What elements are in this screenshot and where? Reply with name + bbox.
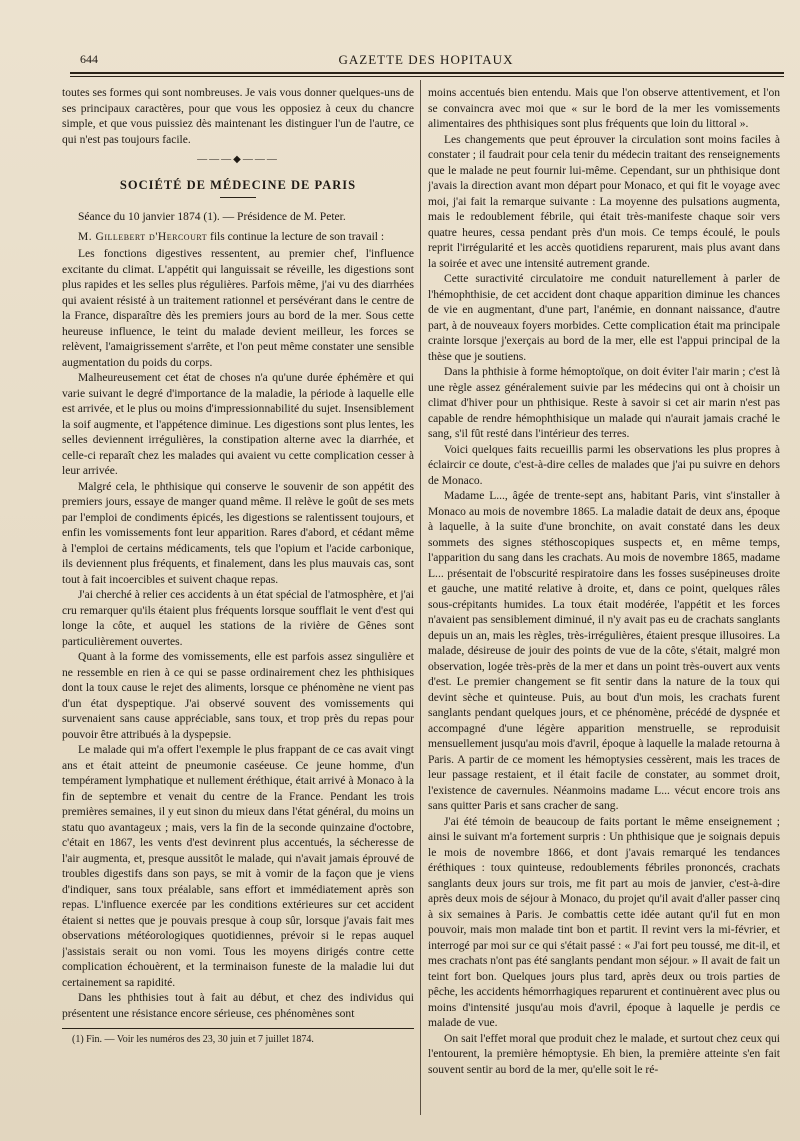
speaker-line (62, 230, 414, 246)
section-title: SOCIÉTÉ DE MÉDECINE DE PARIS (119, 177, 357, 192)
paragraph: Madame L..., âgée de trente-sept ans, habitant Paris, vint s'installer à Monaco au mois de novembre 1865. La maladie datait de deux ans, époque à laquelle, à la suite d'une bronchite, on avait constaté dans les deux sommets des signes stéthoscopiques suspects et, en même temps, l'apparition du sang dans les crachats. Au mois de novembre 1865, madame L... présentait de l'obscurité respiratoire dans les fosses susépineuses droite et gauche, une matité relative à droite, et, dans ce point, quelques râles sous-crépitants humides. La toux était modérée, l'appétit et les forces n'avaient pas sensiblement diminué, il n'y avait pas eu de crachats sanglants depuis un an, mais les règles, très-irrégulières, étaient presque illusoires. La malade, désireuse de jouir des points de vue de la côte, s'était, malgré mon observation, logée très-près de la mer et dans un point très-ouvert aux vents d'est. Le premier changement se fit sentir dans la nature de la toux qui devint sèche et quinteuse. Puis, au bout d'un mois, les crachats furent sanglants pendant quelques jours, et ce phénomène, précédé de dyspnée et accompagné d'une légère apparition menstruelle, se reproduisit mensuellement jusqu'au mois d'avril, époque à laquelle la malade retourna à Paris. A partir de ce moment les hémoptysies cessèrent, mais les traces de leur passage restaient, et il était facile de constater, au sommet droit, l'existence de cavernules. Néanmoins madame L... vécut encore trois ans sans quitter Paris et sans cracher de sang. (428, 490, 780, 812)
paragraph: J'ai cherché à relier ces accidents à un état spécial de l'atmosphère, et j'ai cru remarquer qu'ils étaient plus fréquents lorsque soufflait le vent d'est qui longe la côte, et auquel les stations de la rivière de Gênes sont particulièrement ouvertes. (62, 589, 414, 648)
column-divider (420, 80, 421, 1115)
paragraph: Malgré cela, le phthisique qui conserve le souvenir de son appétit des premiers jours, essaye de manger quand même. Il relève le goût de ses mets par l'emploi de condiments épicés, les digestions se ralentissent toujours, et enfin les vomissements font leur apparition. Rares d'abord, et cédant même à l'emploi de certains médicaments, tels que l'opium et l'acide carbonique, ils deviennent plus fréquents, et finalement, dans les plus mauvais cas, sont tout à fait incoercibles et suivent chaque repas. (62, 480, 414, 586)
paragraph: Malheureusement cet état de choses n'a qu'une durée éphémère et qui varie suivant le degré d'importance de la maladie, la période à laquelle elle est arrivée, et le plus ou moins d'impressionnabilité du sujet. Insensiblement la soif augmente, et l'appétence diminue. Les digestions sont plus lentes, les selles deviennent irrégulières, la constipation alterne avec la diarrhée, et celle-ci reparaît chez les malades qui avaient vu cette complication cesser à leur arrivée. (62, 372, 414, 477)
paragraph: moins accentués bien entendu. Mais que l'on observe attentivement, et l'on se convaincra avec moi que « sur le bord de la mer les vomissements alimentaires des phthisiques sont plus fréquents que loin du littoral ». (428, 87, 780, 130)
paragraph: Dans la phthisie à forme hémoptoïque, on doit éviter l'air marin ; c'est là une règle assez généralement suivie par les médecins qui ont à choisir un climat d'hiver pour un phthisique. Reste à savoir si cet air marin n'est pas capable de rendre hémophthisique un malade qui n'aurait jamais craché le sang, s'il fût resté dans l'intérieur des terres. (428, 366, 780, 440)
paragraph: Cette suractivité circulatoire me conduit naturellement à parler de l'hémophthisie, de cet accident dont chaque apparition diminue les chances de vie en augmentant, d'une part, l'anémie, en donnant naissance, d'autre part, à de nouveaux foyers morbides. Cette complication était ma principale crainte lorsque j'exerçais au bord de la mer, elle est l'appui principal de la thèse que je soutiens. (428, 273, 780, 363)
paragraph: Les fonctions digestives ressentent, au premier chef, l'influence excitante du climat. L'appétit qui languissait se réveille, les digestions sont plus rapides et les selles plus régulières. Parfois même, j'ai vu des diarrhées qui avaient résisté à un traitement rationnel et persévérant dans le centre de la France, disparaître dès les premiers jours au bord de la mer. Sous cette heureuse influence, le teint du malade devient meilleur, les forces se relèvent, l'amaigrissement s'arrête, et l'on peut même constater une sensible augmentation du poids du corps. (62, 248, 414, 369)
left-column (62, 86, 414, 1111)
page-number: 644 (80, 52, 98, 66)
intro-paragraph: toutes ses formes qui sont nombreuses. Je vais vous donner quelques-uns de ses principaux caractères, pour que vous les opposiez à ceux du chancre simple, et que vous puissiez dès maintenant les distinguer l'un de l'autre, ce qui n'est pas toujours facile. (62, 87, 414, 146)
footnote: (1) Fin. — Voir les numéros des 23, 30 juin et 7 juillet 1874. (72, 1034, 314, 1045)
header-rule-thin (70, 76, 784, 77)
page-header (70, 52, 782, 70)
paragraph: On sait l'effet moral que produit chez le malade, et surtout chez ceux qui l'entourent, la première hémoptysie. Eh bien, la première atteinte s'en fait souvent sentir au bord de la mer, qu'elle soit le ré- (428, 1032, 780, 1076)
footnote-rule (62, 1028, 414, 1029)
speaker-text: fils continue la lecture de son travail : (207, 230, 385, 243)
paragraph: Le malade qui m'a offert l'exemple le plus frappant de ce cas avait vingt ans et était atteint de pneumonie caséeuse. Ce jeune homme, d'un tempérament lymphatique et nullement éréthique, était arrivé à Monaco à la fin de septembre et venait du centre de la France. Pendant les trois premières semaines, il y eut sinon du mieux dans l'état général, du moins un statu quo avantageux ; mais, vers la fin de la seconde quinzaine d'octobre, c'était en 1867, les vents d'est devinrent plus accentués, la sécheresse de l'air augmenta, et, presque aussitôt le malade, qui n'avait jamais éprouvé de troubles digestifs dans son pays, se mit à vomir de la façon que je viens d'indiquer, sans toux préalable, sans effort et immédiatement après son repas. L'influence exercée par les conditions extérieures sur cet accident étaient si nettes que je pouvais presque à coup sûr, lorsque j'avais fait mes observations météorologiques quotidiennes, prévoir si le repas auquel j'assistais serait ou non vomi. Tous les moyens dirigés contre cette complication échouèrent, et la terminaison funeste de la maladie lui dut certainement sa rapidité. (62, 744, 414, 989)
paragraph: Les changements que peut éprouver la circulation sont moins faciles à constater ; il faudrait pour cela tenir du médecin traitant des renseignements que le malade ne peut fournir lui-même. Cependant, sur un phthisique dont j'avais la direction avant mon départ pour Monaco, et qui fit le voyage avec moi, j'ai fait la remarque suivante : La moyenne des pulsations augmenta, mais le redoublement fébrile, qui était très-manifeste chaque soir vers quatre heures, cessa pendant près d'un mois. Ce temps écoulé, le pouls reprit l'irrégularité et les accès quotidiens reparurent, mais plus avant dans la soirée et avec une intensité autrement grande. (428, 133, 780, 270)
header-rule (70, 72, 784, 74)
journal-title: GAZETTE DES HOPITAUX (338, 52, 514, 67)
title-rule (220, 197, 256, 198)
ornament-divider: ———◆——— (197, 154, 279, 165)
paragraph: Quant à la forme des vomissements, elle est parfois assez singulière et ne ressemble en rien à ce qui se passe ordinairement chez les phthisiques dont la toux cause le rejet des aliments, lorsque ce phénomène ne vient pas d'un état dyspeptique. J'ai observé souvent des vomissements qui survenaient sans cause appréciable, sans toux, et trop près du repas pour pouvoir être attribués à la dyspepsie. (62, 651, 414, 741)
paragraph: Dans les phthisies tout à fait au début, et chez des individus qui présentent une résistance encore sérieuse, ces phénomènes sont (62, 992, 414, 1020)
paragraph: J'ai été témoin de beaucoup de faits portant le même enseignement ; ainsi le suivant m'a fortement surpris : Un phthisique que je soignais depuis le mois de novembre 1866, et dont j'avais remarqué les tendances éréthiques : toux quinteuse, redoublements fébriles prononcés, crachats sanglants deux jours sur trois, me fit part au mois de janvier, c'est-à-dire après deux mois de séjour à Monaco, du projet qu'il avait d'aller passer cinq à six semaines à Paris. Je combattis cette idée autant qu'il fut en mon pouvoir, mais mon malade tint bon et partit. Il revint vers la mi-février, et interrogé par moi sur ce qui s'était passé : « J'ai fort peu toussé, me dit-il, et mes crachats n'ont pas été sanglants pendant mon séjour. » Il avait de fait un teint fort bon. Quelques jours plus tard, après deux ou trois parties de pêche, les accidents hémorrhagiques reparurent et continuèrent avec plus ou moins d'intensité jusqu'au mois d'avril, époque à laquelle je perdis ce malade de vue. (428, 815, 780, 1029)
paragraph: Voici quelques faits recueillis parmi les observations les plus propres à éclaircir ce doute, c'est-à-dire celles de malades que j'ai pu suivre en dehors de Monaco. (428, 443, 780, 487)
right-column (428, 86, 780, 1111)
speaker-name: M. Gillebert d'Hercourt (78, 230, 208, 243)
session-line: Séance du 10 janvier 1874 (1). — Présidence de M. Peter. (78, 211, 346, 223)
